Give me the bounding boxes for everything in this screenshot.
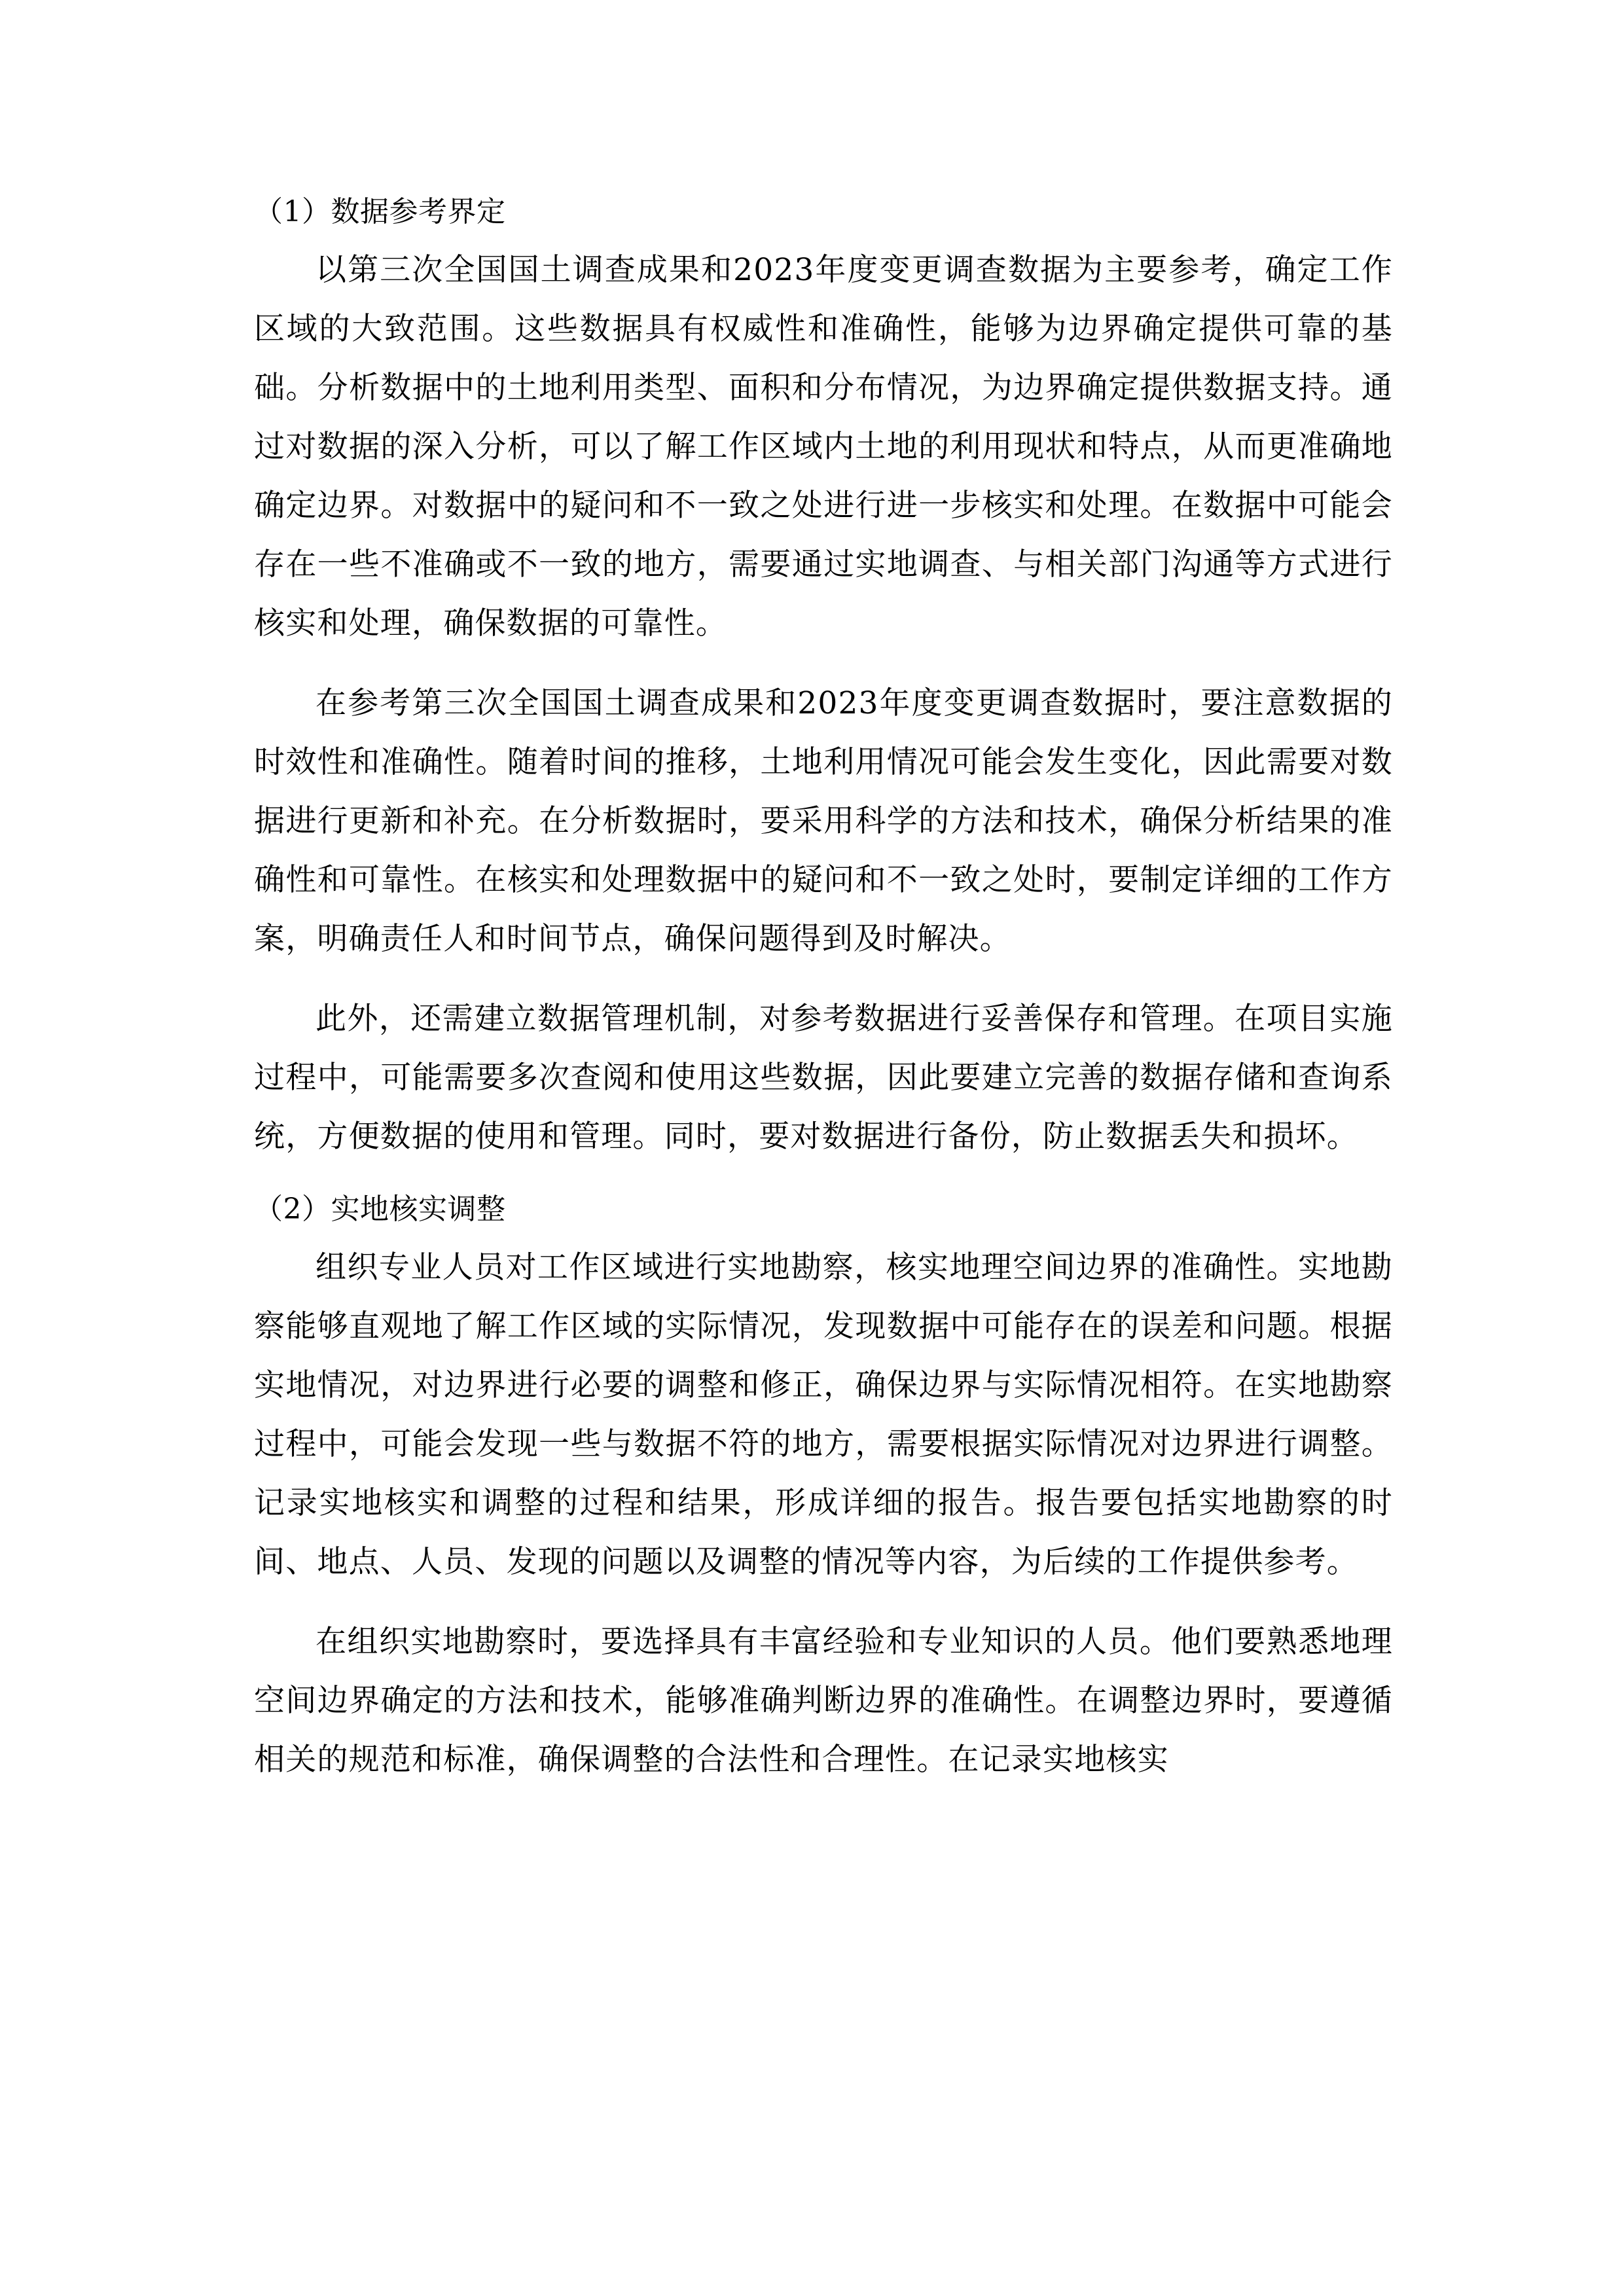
document-body bbox=[254, 190, 1393, 1810]
body-paragraph: 以第三次全国国土调查成果和2023年度变更调查数据为主要参考，确定工作区域的大致范围。这些数据具有权威性和准确性，能够为边界确定提供可靠的基础。分析数据中的土地利用类型、面积和分布情况，为边界确定提供数据支持。通过对数据的深入分析，可以了解工作区域内土地的利用现状和特点，从而更准确地确定边界。对数据中的疑问和不一致之处进行进一步核实和处理。在数据中可能会存在一些不准确或不一致的地方，需要通过实地调查、与相关部门沟通等方式进行核实和处理，确保数据的可靠性。 bbox=[254, 252, 1393, 641]
body-paragraph: 在组织实地勘察时，要选择具有丰富经验和专业知识的人员。他们要熟悉地理空间边界确定的方法和技术，能够准确判断边界的准确性。在调整边界时，要遵循相关的规范和标准，确保调整的合法性和合理性。在记录实地核实 bbox=[254, 1624, 1393, 1778]
body-paragraph: 组织专业人员对工作区域进行实地勘察，核实地理空间边界的准确性。实地勘察能够直观地了解工作区域的实际情况，发现数据中可能存在的误差和问题。根据实地情况，对边界进行必要的调整和修正，确保边界与实际情况相符。在实地勘察过程中，可能会发现一些与数据不符的地方，需要根据实际情况对边界进行调整。记录实地核实和调整的过程和结果，形成详细的报告。报告要包括实地勘察的时间、地点、人员、发现的问题以及调整的情况等内容，为后续的工作提供参考。 bbox=[254, 1249, 1393, 1580]
section-field-verification bbox=[254, 1187, 1393, 1789]
section-heading: （1）数据参考界定 bbox=[254, 195, 506, 228]
section-heading: （2）实地核实调整 bbox=[254, 1193, 506, 1226]
body-paragraph: 此外，还需建立数据管理机制，对参考数据进行妥善保存和管理。在项目实施过程中，可能需要多次查阅和使用这些数据，因此要建立完善的数据存储和查询系统，方便数据的使用和管理。同时，要对数据进行备份，防止数据丢失和损坏。 bbox=[254, 1001, 1393, 1155]
body-paragraph: 在参考第三次全国国土调查成果和2023年度变更调查数据时，要注意数据的时效性和准确性。随着时间的推移，土地利用情况可能会发生变化，因此需要对数据进行更新和补充。在分析数据时，要采用科学的方法和技术，确保分析结果的准确性和可靠性。在核实和处理数据中的疑问和不一致之处时，要制定详细的工作方案，明确责任人和时间节点，确保问题得到及时解决。 bbox=[254, 685, 1393, 957]
section-data-reference bbox=[254, 190, 1393, 1166]
